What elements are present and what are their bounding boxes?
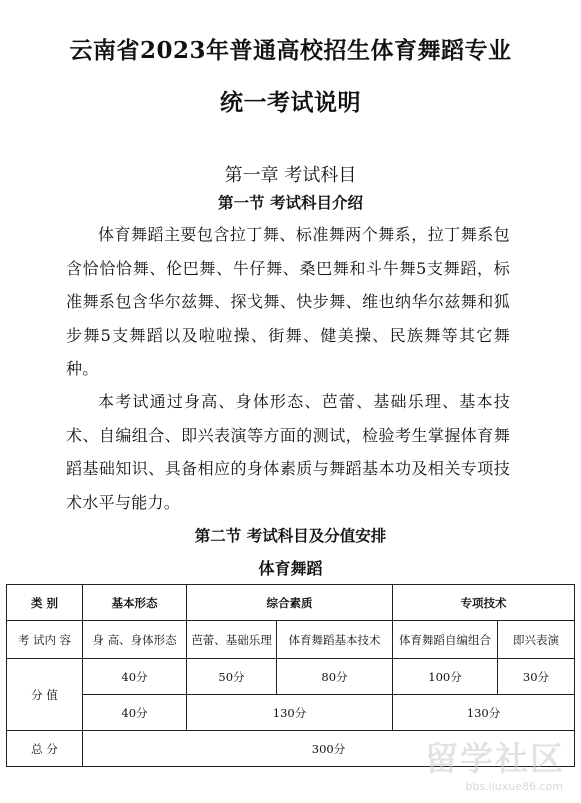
table-content-row: [7, 621, 575, 659]
score-physical: 40分: [83, 659, 187, 695]
content-label: 考 试内 容: [7, 621, 83, 659]
table-score-row: [7, 659, 575, 695]
header-composite: 综合素质: [187, 585, 393, 621]
score-label: 分 值: [7, 659, 83, 731]
content-self-choreo: 体育舞蹈自编组合: [393, 621, 498, 659]
watermark: [401, 733, 571, 795]
intro-paragraph-1: 体育舞蹈主要包含拉丁舞、标准舞两个舞系，拉丁舞系包含恰恰恰舞、伦巴舞、牛仔舞、桑巴舞和斗牛舞5支舞蹈，标准舞系包含华尔兹舞、探戈舞、快步舞、维也纳华尔兹舞和狐步舞5支舞蹈以及啦啦操、街舞、健美操、民族舞等其它舞种。: [66, 225, 510, 378]
chapter-heading: 第一章 考试科目: [224, 165, 357, 186]
header-category: 类 别: [7, 585, 83, 621]
content-improv: 即兴表演: [498, 621, 575, 659]
subtotal-special: 130分: [393, 695, 575, 731]
total-label: 总 分: [7, 731, 83, 767]
header-physical: 基本形态: [83, 585, 187, 621]
total-value: 300分: [83, 731, 575, 767]
document-title-line2: 统一考试说明: [220, 89, 361, 116]
table-header-row: [7, 585, 575, 621]
header-special: 专项技术: [393, 585, 575, 621]
score-self-choreo: 100分: [393, 659, 498, 695]
score-improv: 30分: [498, 659, 575, 695]
score-ballet: 50分: [187, 659, 277, 695]
section-heading-scores: 第二节 考试科目及分值安排: [194, 526, 387, 545]
content-physical: 身 高、身体形态: [83, 621, 187, 659]
content-ballet: 芭蕾、基础乐理: [187, 621, 277, 659]
table-subtotal-row: [7, 695, 575, 731]
document-title-line1: 云南省2023年普通高校招生体育舞蹈专业: [69, 37, 512, 64]
watermark-url: bbs.liuxue86.com: [465, 780, 563, 793]
subtotal-physical: 40分: [83, 695, 187, 731]
subject-heading: 体育舞蹈: [258, 559, 323, 578]
content-basic-tech: 体育舞蹈基本技术: [277, 621, 393, 659]
watermark-brand: 留学社区: [425, 739, 565, 778]
intro-paragraph-2: 本考试通过身高、身体形态、芭蕾、基础乐理、基本技术、自编组合、即兴表演等方面的测试，检验考生掌握体育舞蹈基础知识、具备相应的身体素质与舞蹈基本功及相关专项技术水平与能力。: [66, 392, 510, 512]
subtotal-composite: 130分: [187, 695, 393, 731]
score-basic-tech: 80分: [277, 659, 393, 695]
section-heading-intro: 第一节 考试科目介绍: [218, 193, 363, 212]
